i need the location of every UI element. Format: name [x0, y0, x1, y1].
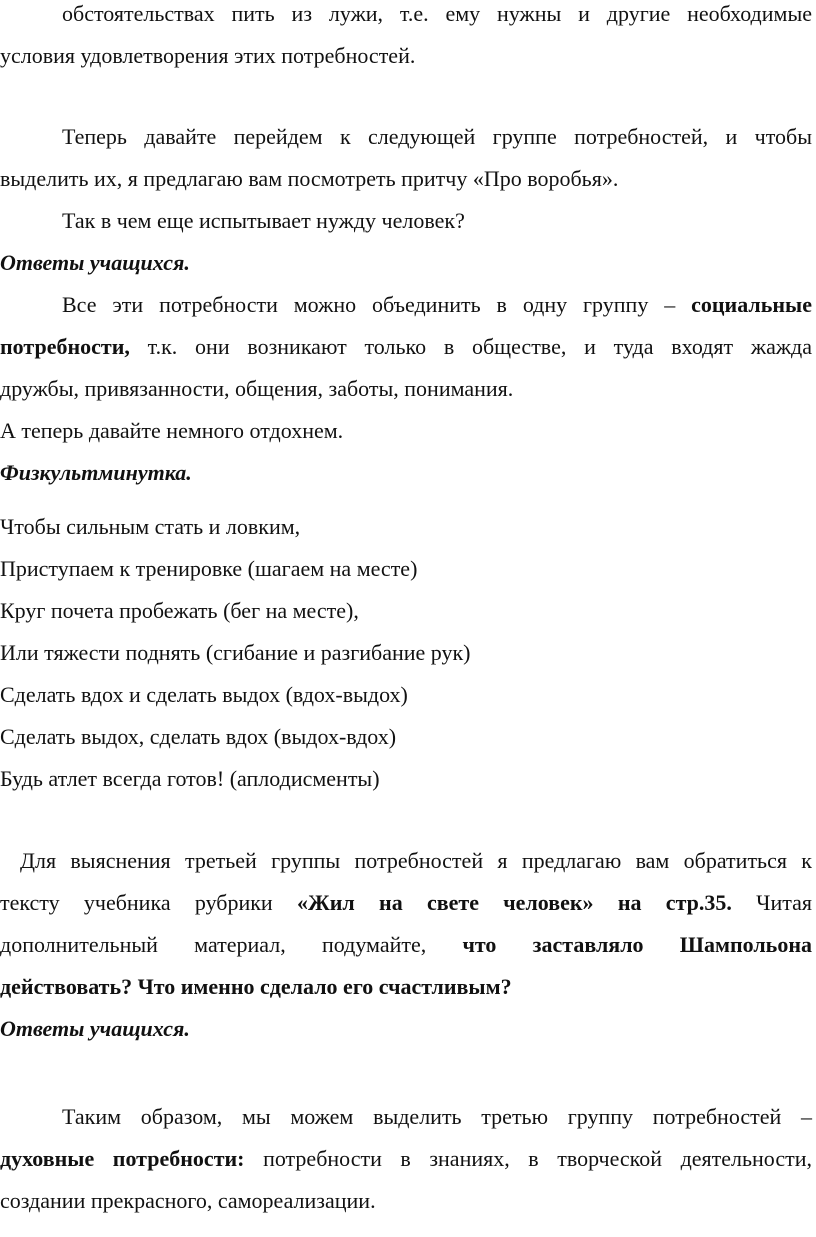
text-run: Сделать вдох и сделать выдох (вдох-выдох) [0, 682, 408, 707]
text-line [0, 716, 812, 758]
text-line [0, 674, 812, 716]
text-line [0, 924, 812, 966]
text-run: Для выяснения третьей группы потребностей я предлагаю вам обратиться к [20, 848, 812, 873]
italic-heading: Ответы учащихся. [0, 250, 190, 275]
text-line [0, 840, 812, 882]
text-line [0, 758, 812, 800]
italic-heading: Физкультминутка. [0, 460, 192, 485]
text-line [0, 242, 812, 284]
text-run: тексту учебника рубрики [0, 890, 297, 915]
text-run: Приступаем к тренировке (шагаем на месте) [0, 556, 418, 581]
text-run: обстоятельствах пить из лужи, т.е. ему нужны и другие необходимые [62, 1, 812, 26]
text-line [0, 35, 812, 77]
text-line [0, 1138, 812, 1180]
text-run: дружбы, привязанности, общения, заботы, понимания. [0, 376, 514, 401]
bold-text: «Жил на свете человек» на стр.35. [297, 890, 732, 915]
text-line [0, 548, 812, 590]
text-line [0, 200, 812, 242]
text-line [0, 1096, 812, 1138]
text-line [0, 506, 812, 548]
text-line [0, 590, 812, 632]
text-line [0, 452, 812, 494]
text-run: Или тяжести поднять (сгибание и разгибание рук) [0, 640, 471, 665]
text-line [0, 158, 812, 200]
text-line [0, 1008, 812, 1050]
text-run: Будь атлет всегда готов! (аплодисменты) [0, 766, 380, 791]
italic-heading: Ответы учащихся. [0, 1016, 190, 1041]
text-run: Круг почета пробежать (бег на месте), [0, 598, 359, 623]
text-run: А теперь давайте немного отдохнем. [0, 418, 344, 443]
text-line [0, 882, 812, 924]
text-run: создании прекрасного, самореализации. [0, 1188, 376, 1213]
text-line [0, 0, 812, 35]
text-line [0, 632, 812, 674]
text-line [0, 368, 812, 410]
bold-text: что заставляло Шампольона [462, 932, 812, 957]
bold-text: действовать? Что именно сделало его счастливым? [0, 974, 512, 999]
text-line [0, 116, 812, 158]
text-run: Так в чем еще испытывает нужду человек? [62, 208, 465, 233]
text-run: выделить их, я предлагаю вам посмотреть притчу «Про воробья». [0, 166, 619, 191]
text-run: Сделать выдох, сделать вдох (выдох-вдох) [0, 724, 397, 749]
text-run: Все эти потребности можно объединить в одну группу – [62, 292, 692, 317]
text-run: Таким образом, мы можем выделить третью группу потребностей – [62, 1104, 812, 1129]
text-run: условия удовлетворения этих потребностей. [0, 43, 416, 68]
text-run: т.к. они возникают только в обществе, и туда входят жажда [129, 334, 812, 359]
text-line [0, 966, 812, 1008]
bold-text: потребности, [0, 334, 130, 359]
text-run: Теперь давайте перейдем к следующей группе потребностей, и чтобы [62, 124, 812, 149]
text-line [0, 1180, 812, 1222]
bold-text: социальные [691, 292, 812, 317]
text-line [0, 326, 812, 368]
text-run: дополнительный материал, подумайте, [0, 932, 463, 957]
text-run: потребности в знаниях, в творческой деятельности, [244, 1146, 813, 1171]
text-run: Чтобы сильным стать и ловким, [0, 514, 301, 539]
text-line [0, 410, 812, 452]
text-line [0, 284, 812, 326]
text-run: Читая [731, 890, 812, 915]
bold-text: духовные потребности: [0, 1146, 245, 1171]
